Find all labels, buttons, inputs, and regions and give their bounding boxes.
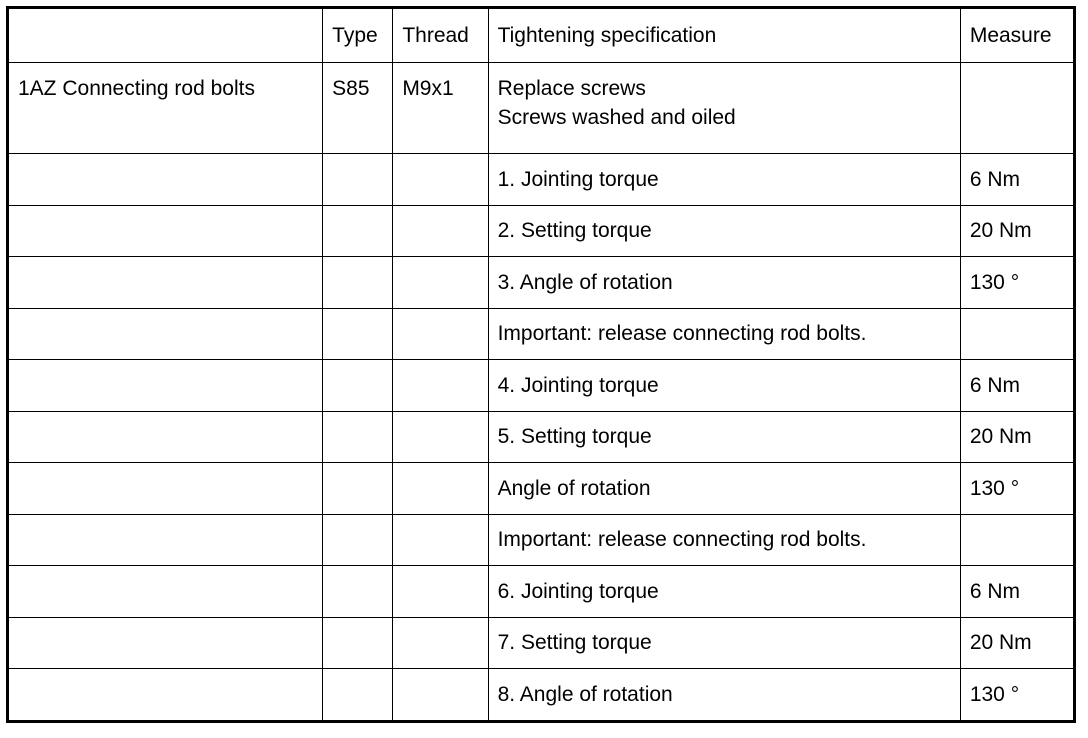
table-row: [8, 566, 1075, 618]
type-cell: [323, 257, 393, 309]
component-cell: [8, 154, 323, 206]
thread-cell: [393, 463, 488, 515]
measure-cell: 20 Nm: [960, 617, 1074, 669]
spec-cell: 4. Jointing torque: [488, 360, 960, 412]
thread-cell: [393, 617, 488, 669]
thread-cell: [393, 360, 488, 412]
header-type: Type: [323, 8, 393, 63]
type-cell: [323, 360, 393, 412]
header-thread: Thread: [393, 8, 488, 63]
spec-cell: Important: release connecting rod bolts.: [488, 308, 960, 360]
thread-cell: [393, 154, 488, 206]
tightening-spec-table: [6, 6, 1076, 723]
table-row: [8, 257, 1075, 309]
table-row: [8, 205, 1075, 257]
spec-line: Replace screws: [497, 77, 646, 100]
spec-cell: 3. Angle of rotation: [488, 257, 960, 309]
measure-cell: [960, 514, 1074, 566]
component-cell: [8, 514, 323, 566]
type-cell: [323, 566, 393, 618]
table-row: [8, 411, 1075, 463]
header-specification: Tightening specification: [488, 8, 960, 63]
spec-cell: 5. Setting torque: [488, 411, 960, 463]
header-measure: Measure: [960, 8, 1074, 63]
thread-cell: [393, 205, 488, 257]
type-cell: [323, 411, 393, 463]
spec-line: Screws washed and oiled: [497, 106, 736, 129]
table-header-row: [8, 8, 1075, 63]
component-cell: [8, 360, 323, 412]
component-cell: [8, 308, 323, 360]
spec-cell: 1. Jointing torque: [488, 154, 960, 206]
measure-cell: 20 Nm: [960, 411, 1074, 463]
type-cell: [323, 617, 393, 669]
table-row: [8, 514, 1075, 566]
spec-cell: 8. Angle of rotation: [488, 669, 960, 722]
table-row: [8, 360, 1075, 412]
measure-cell: [960, 63, 1074, 154]
type-cell: [323, 308, 393, 360]
type-cell: [323, 669, 393, 722]
measure-cell: 130 °: [960, 257, 1074, 309]
spec-cell: Angle of rotation: [488, 463, 960, 515]
component-cell: [8, 566, 323, 618]
type-cell: [323, 514, 393, 566]
spec-cell: 6. Jointing torque: [488, 566, 960, 618]
component-cell: [8, 463, 323, 515]
spec-cell: [488, 63, 960, 154]
component-cell: [8, 617, 323, 669]
table-row: [8, 308, 1075, 360]
measure-cell: 6 Nm: [960, 154, 1074, 206]
spec-cell: 2. Setting torque: [488, 205, 960, 257]
table-row: [8, 63, 1075, 154]
thread-cell: [393, 411, 488, 463]
type-cell: [323, 463, 393, 515]
measure-cell: 130 °: [960, 463, 1074, 515]
measure-cell: 6 Nm: [960, 360, 1074, 412]
header-component: [8, 8, 323, 63]
type-cell: [323, 154, 393, 206]
measure-cell: 20 Nm: [960, 205, 1074, 257]
measure-cell: 6 Nm: [960, 566, 1074, 618]
table-row: [8, 617, 1075, 669]
thread-cell: [393, 669, 488, 722]
component-cell: [8, 669, 323, 722]
spec-cell: 7. Setting torque: [488, 617, 960, 669]
thread-cell: [393, 514, 488, 566]
table-row: [8, 154, 1075, 206]
table-row: [8, 463, 1075, 515]
thread-cell: [393, 566, 488, 618]
component-cell: [8, 257, 323, 309]
component-cell: [8, 205, 323, 257]
table-row: [8, 669, 1075, 722]
thread-cell: M9x1: [393, 63, 488, 154]
type-cell: S85: [323, 63, 393, 154]
measure-cell: 130 °: [960, 669, 1074, 722]
spec-cell: Important: release connecting rod bolts.: [488, 514, 960, 566]
component-cell: 1AZ Connecting rod bolts: [8, 63, 323, 154]
component-cell: [8, 411, 323, 463]
thread-cell: [393, 308, 488, 360]
measure-cell: [960, 308, 1074, 360]
type-cell: [323, 205, 393, 257]
thread-cell: [393, 257, 488, 309]
